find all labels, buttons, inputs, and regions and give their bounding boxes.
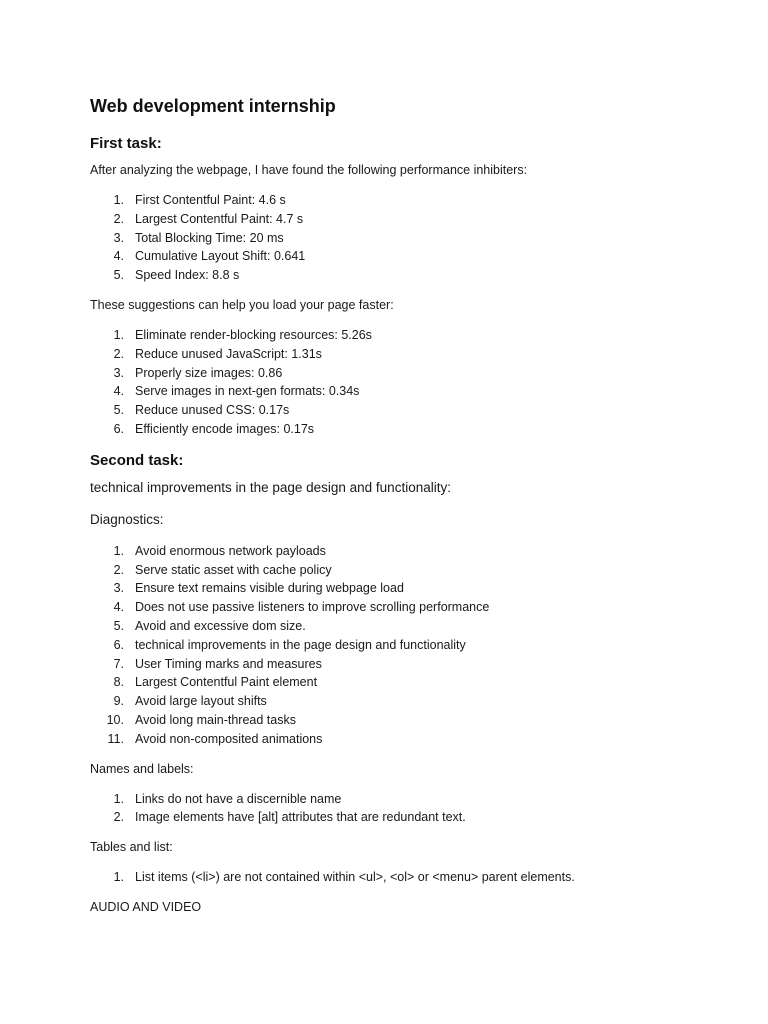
list-number: 5. bbox=[113, 618, 124, 633]
list-number: 6. bbox=[113, 421, 124, 436]
list-item bbox=[90, 364, 710, 383]
audio-video-label: AUDIO AND VIDEO bbox=[90, 899, 202, 914]
list-item bbox=[90, 808, 710, 827]
list-item bbox=[90, 401, 710, 420]
list-text: List items (<li>) are not contained within <ul>, <ol> or <menu> parent elements. bbox=[135, 870, 575, 885]
list-text: User Timing marks and measures bbox=[135, 656, 322, 671]
list-item bbox=[90, 542, 710, 561]
list-number: 5. bbox=[113, 268, 124, 283]
list-number: 7. bbox=[113, 656, 124, 671]
list-text: Avoid long main-thread tasks bbox=[135, 712, 296, 727]
list-item bbox=[90, 345, 710, 364]
first-task-heading: First task: bbox=[90, 135, 162, 152]
list-number: 2. bbox=[113, 346, 124, 361]
list-number: 2. bbox=[113, 211, 124, 226]
list-text: technical improvements in the page design and functionality bbox=[135, 637, 466, 652]
list-item bbox=[90, 673, 710, 692]
list-item bbox=[90, 636, 710, 655]
list-text: Reduce unused CSS: 0.17s bbox=[135, 403, 290, 418]
list-text: Total Blocking Time: 20 ms bbox=[135, 230, 284, 245]
list-number: 5. bbox=[113, 403, 124, 418]
list-text: Image elements have [alt] attributes that are redundant text. bbox=[135, 810, 466, 825]
list-text: Eliminate render-blocking resources: 5.26s bbox=[135, 327, 372, 342]
list-number: 3. bbox=[113, 581, 124, 596]
list-number: 10. bbox=[106, 712, 124, 727]
list-item bbox=[90, 191, 710, 210]
list-item bbox=[90, 790, 710, 809]
document-title: Web development internship bbox=[90, 96, 336, 116]
list-number: 1. bbox=[113, 193, 124, 207]
suggestions-list bbox=[90, 326, 710, 439]
list-text: Avoid non-composited animations bbox=[135, 731, 323, 746]
list-text: Serve images in next-gen formats: 0.34s bbox=[135, 384, 360, 399]
second-task-heading: Second task: bbox=[90, 451, 184, 469]
list-number: 1. bbox=[113, 543, 124, 558]
diagnostics-label: Diagnostics: bbox=[90, 511, 164, 527]
list-number: 9. bbox=[113, 694, 124, 709]
list-text: Properly size images: 0.86 bbox=[135, 365, 283, 380]
list-item bbox=[90, 420, 710, 439]
metrics-list bbox=[90, 191, 710, 285]
first-task-intro: After analyzing the webpage, I have found the following performance inhibiters: bbox=[90, 163, 528, 177]
list-text: Avoid enormous network payloads bbox=[135, 543, 326, 558]
list-text: Largest Contentful Paint element bbox=[135, 675, 318, 690]
list-item bbox=[90, 229, 710, 248]
second-task-intro: technical improvements in the page design and functionality: bbox=[90, 479, 451, 495]
list-item bbox=[90, 655, 710, 674]
list-text: Cumulative Layout Shift: 0.641 bbox=[135, 249, 306, 264]
list-text: Serve static asset with cache policy bbox=[135, 562, 332, 577]
list-text: Avoid and excessive dom size. bbox=[135, 618, 306, 633]
list-item bbox=[90, 326, 710, 345]
list-number: 11. bbox=[107, 731, 124, 746]
list-number: 4. bbox=[113, 384, 124, 399]
document-content bbox=[90, 93, 710, 916]
list-number: 2. bbox=[113, 562, 124, 577]
list-text: Speed Index: 8.8 s bbox=[135, 268, 240, 283]
list-text: Links do not have a discernible name bbox=[135, 791, 342, 806]
list-text: Efficiently encode images: 0.17s bbox=[135, 421, 315, 436]
list-item bbox=[90, 868, 710, 887]
list-item bbox=[90, 617, 710, 636]
tables-label: Tables and list: bbox=[90, 840, 173, 855]
list-item bbox=[90, 247, 710, 266]
names-list bbox=[90, 790, 710, 828]
list-number: 2. bbox=[113, 810, 124, 825]
list-text: Largest Contentful Paint: 4.7 s bbox=[135, 211, 304, 226]
list-item bbox=[90, 382, 710, 401]
list-item bbox=[90, 210, 710, 229]
list-number: 8. bbox=[113, 675, 124, 690]
list-text: Does not use passive listeners to improve scrolling performance bbox=[135, 600, 490, 615]
list-number: 3. bbox=[113, 230, 124, 245]
list-number: 3. bbox=[113, 365, 124, 380]
list-item bbox=[90, 561, 710, 580]
list-number: 6. bbox=[113, 637, 124, 652]
list-text: First Contentful Paint: 4.6 s bbox=[135, 193, 286, 207]
list-number: 1. bbox=[113, 327, 124, 342]
list-item bbox=[90, 711, 710, 730]
list-item bbox=[90, 598, 710, 617]
list-number: 1. bbox=[113, 791, 124, 806]
list-text: Avoid large layout shifts bbox=[135, 694, 267, 709]
list-text: Ensure text remains visible during webpage load bbox=[135, 581, 404, 596]
diagnostics-list bbox=[90, 542, 710, 749]
list-item bbox=[90, 692, 710, 711]
names-label: Names and labels: bbox=[90, 761, 194, 776]
tables-list bbox=[90, 868, 710, 887]
list-item bbox=[90, 266, 710, 285]
list-number: 4. bbox=[113, 249, 124, 264]
list-number: 4. bbox=[113, 600, 124, 615]
list-item bbox=[90, 579, 710, 598]
list-text: Reduce unused JavaScript: 1.31s bbox=[135, 346, 322, 361]
list-item bbox=[90, 730, 710, 749]
list-number: 1. bbox=[113, 870, 124, 885]
suggestions-intro: These suggestions can help you load your page faster: bbox=[90, 297, 394, 312]
